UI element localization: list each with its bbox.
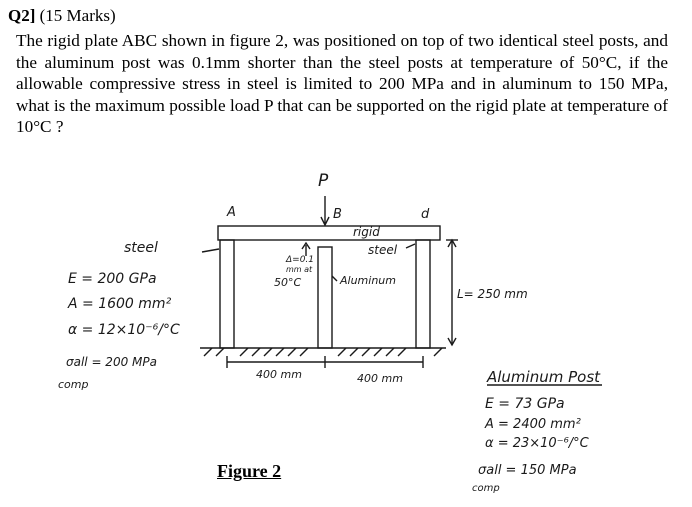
aluminum-properties — [472, 368, 601, 494]
steel-alpha: α = 12×10⁻⁶/°C — [68, 322, 180, 338]
aluminum-post — [318, 247, 332, 348]
aluminum-title: Aluminum Post — [487, 368, 601, 386]
steel-modulus: E = 200 GPa — [68, 271, 157, 287]
point-b-label: B — [333, 207, 342, 222]
steel-allowable: σall = 200 MPa — [66, 355, 157, 369]
load-label: P — [318, 171, 329, 191]
span-left-label: 400 mm — [256, 368, 302, 381]
aluminum-allowable: σall = 150 MPa — [478, 463, 577, 478]
steel-properties — [58, 240, 180, 391]
rigid-plate — [218, 226, 440, 240]
steel-area: A = 1600 mm² — [68, 296, 172, 312]
ground-hatching — [204, 348, 442, 356]
gap-label-2: mm at — [286, 265, 313, 274]
point-a-label: A — [227, 205, 236, 220]
gap-label-1: Δ=0.1 — [286, 255, 315, 265]
steel-title: steel — [124, 240, 158, 256]
steel-post-left — [220, 240, 234, 348]
steel-comp: comp — [58, 378, 89, 391]
aluminum-area: A = 2400 mm² — [485, 417, 581, 432]
gap-label-3: 50°C — [274, 276, 302, 289]
question-marks: (15 Marks) — [39, 6, 116, 25]
span-right-label: 400 mm — [357, 372, 403, 385]
steel-post-label: steel — [368, 243, 398, 257]
question-number: Q2] — [8, 6, 36, 25]
question-text: The rigid plate ABC shown in figure 2, was positioned on top of two identical steel posts, and the aluminum post was 0.1mm shorter than the steel posts at temperature of 50°C, if the allowable compressive stress in steel is limited to 200 MPa and in aluminum to 150 MPa, what is the maximum possible load P that can be supported on the rigid plate at temperature of 10°C ? — [16, 31, 668, 137]
rigid-label: rigid — [353, 225, 380, 239]
aluminum-label: Aluminum — [340, 274, 396, 287]
aluminum-comp: comp — [472, 483, 500, 494]
figure-caption: Figure 2 — [217, 461, 282, 481]
point-d-label: d — [421, 207, 430, 222]
aluminum-alpha: α = 23×10⁻⁶/°C — [485, 436, 589, 451]
length-label: L= 250 mm — [457, 287, 528, 301]
steel-post-right — [416, 240, 430, 348]
aluminum-modulus: E = 73 GPa — [485, 396, 565, 412]
